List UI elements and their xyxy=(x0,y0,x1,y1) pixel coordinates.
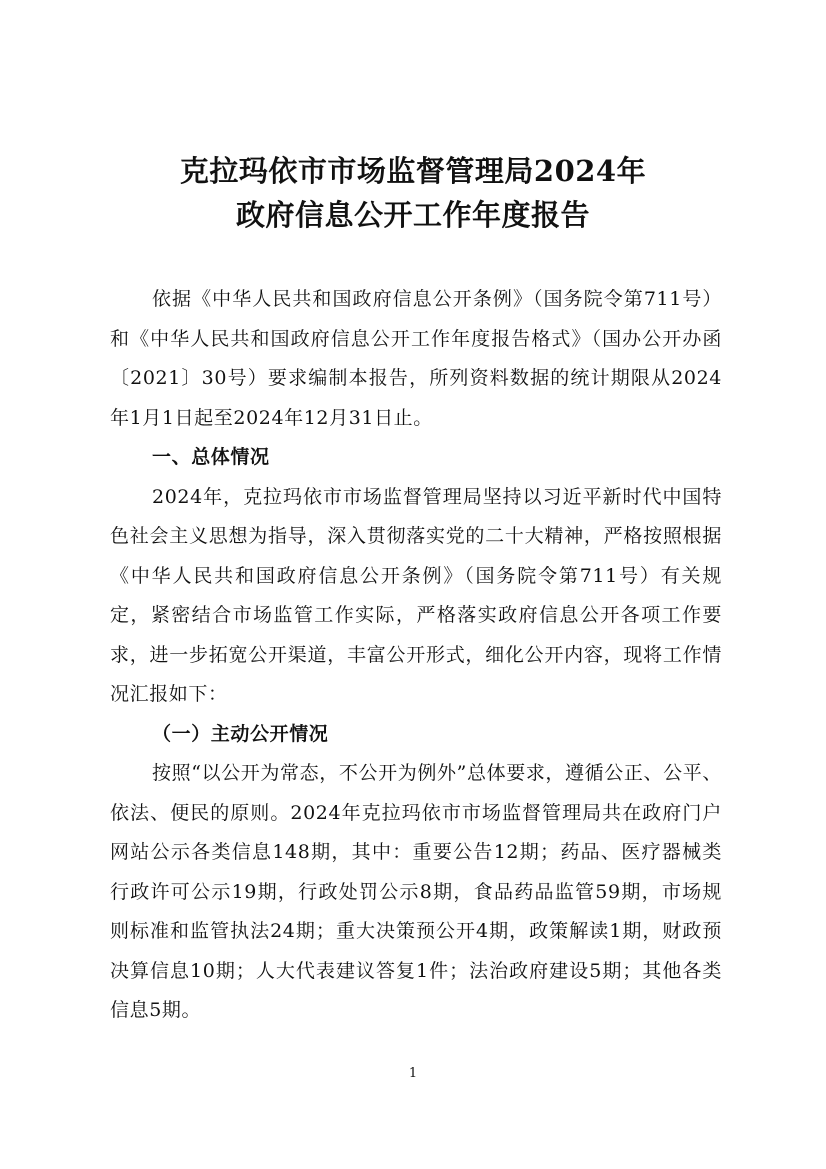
subsection-heading-active-disclosure: （一）主动公开情况 xyxy=(152,722,329,745)
document-body xyxy=(110,280,722,1031)
active-disclosure-paragraph: 按照“以公开为常态，不公开为例外”总体要求，遵循公正、公平、依法、便民的原则。2024年克拉玛依市市场监督管理局共在政府门户网站公示各类信息148期，其中：重要公告12期；药品、医疗器械类行政许可公示19期，行政处罚公示8期，食品药品监管59期，市场规则标准和监管执法24期；重大决策预公开4期，政策解读1期，财政预决算信息10期；人大代表建议答复1件；法治政府建设5期；其他各类信息5期。 xyxy=(110,762,722,1021)
intro-paragraph: 依据《中华人民共和国政府信息公开条例》（国务院令第711号）和《中华人民共和国政府信息公开工作年度报告格式》（国办公开办函〔2021〕30号）要求编制本报告，所列资料数据的统计期限从2024年1月1日起至2024年12月31日止。 xyxy=(110,288,722,429)
page-number: 1 xyxy=(408,1066,418,1081)
document-title-line2: 政府信息公开工作年度报告 xyxy=(235,198,590,232)
section-heading-overall: 一、总体情况 xyxy=(152,446,270,468)
document-title-line1: 克拉玛依市市场监督管理局2024年 xyxy=(179,154,647,188)
overall-paragraph: 2024年，克拉玛依市市场监督管理局坚持以习近平新时代中国特色社会主义思想为指导，深入贯彻落实党的二十大精神，严格按照根据《中华人民共和国政府信息公开条例》（国务院令第711号）有关规定，紧密结合市场监管工作实际，严格落实政府信息公开各项工作要求，进一步拓宽公开渠道，丰富公开形式，细化公开内容，现将工作情况汇报如下： xyxy=(110,485,722,705)
